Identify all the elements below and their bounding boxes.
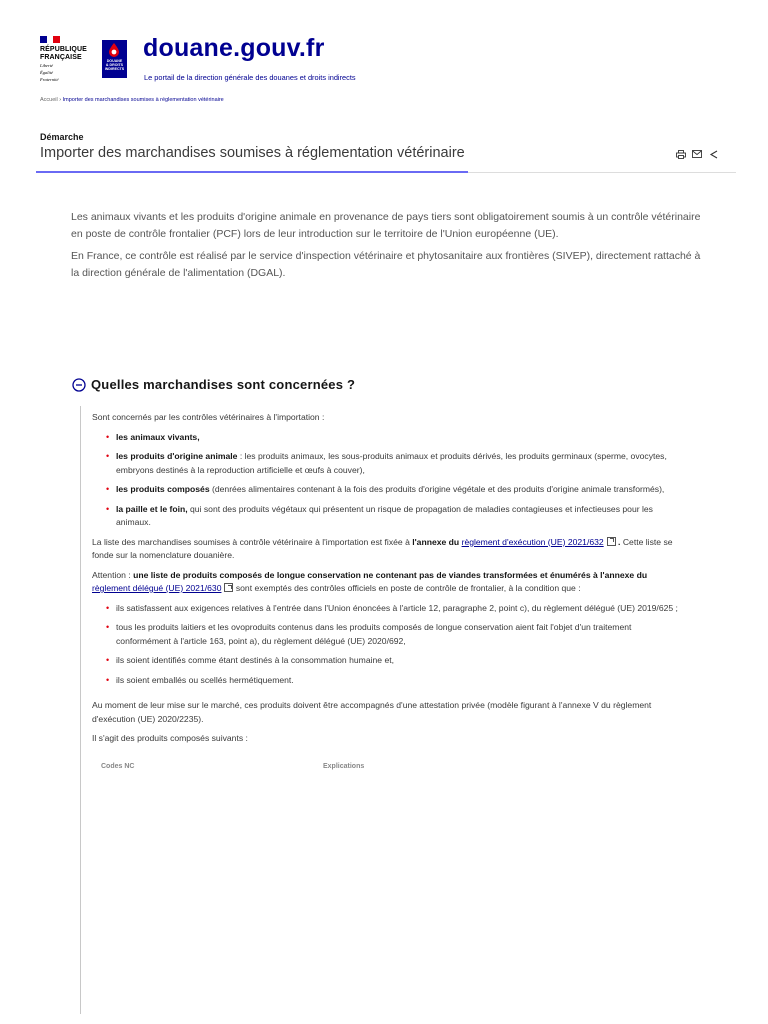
breadcrumb [40, 97, 224, 103]
list-item-bold: les produits composés [116, 484, 210, 494]
intro-section [71, 209, 711, 287]
share-icon[interactable] [708, 149, 718, 159]
bullet-icon: • [106, 622, 110, 632]
bullet-icon: • [106, 451, 110, 461]
reglement-delegue-link[interactable]: règlement délégué (UE) 2021/630 [92, 583, 222, 593]
accordion-title[interactable]: Quelles marchandises sont concernées ? [91, 377, 356, 392]
list-item [92, 654, 686, 668]
devise-egalite: Égalité [40, 70, 53, 75]
list-item-bold: la paille et le foin, [116, 503, 188, 514]
flag-icon [40, 36, 60, 43]
conditions-list [92, 602, 686, 688]
regulation-bold-2: . [615, 536, 621, 547]
print-icon[interactable] [676, 149, 686, 159]
condition-text: ils soient emballés ou scellés hermétiquement. [116, 674, 294, 685]
mail-icon[interactable] [692, 149, 702, 159]
breadcrumb-separator: › [59, 97, 62, 103]
douane-logo-line2: & DROITS [105, 63, 124, 68]
condition-text: tous les produits laitiers et les ovoproduits contenus dans les produits composés de longue conservation aient fait l'objet d'un traitement conformément à l'article 163, point a), du règlement délégué (UE) 2020/692, [116, 622, 632, 646]
attention-text: sont exemptés des contrôles officiels en poste de contrôle de frontalier, à la condition que : [233, 583, 581, 593]
accordion-content [92, 411, 686, 773]
attention-paragraph [92, 569, 686, 596]
republique-francaise-logo[interactable] [40, 36, 92, 90]
site-header [40, 36, 740, 90]
products-table-header [92, 760, 686, 774]
concerned-list [92, 431, 686, 530]
list-item-bold: les animaux vivants, [116, 431, 200, 442]
bullet-icon: • [106, 602, 110, 613]
devise-fraternite: Fraternité [40, 77, 59, 82]
list-item-text: qui sont des produits végétaux qui présentent un risque de propagation de maladies contagieuses et infectieuses pour les animaux. [116, 503, 653, 527]
list-item [92, 674, 686, 688]
list-item [92, 621, 686, 648]
douane-logo-line1: DOUANE [106, 59, 123, 63]
list-item [92, 450, 686, 477]
site-title[interactable]: douane.gouv.fr [143, 34, 325, 62]
douane-logo[interactable] [102, 40, 127, 78]
page-category: Démarche [40, 132, 84, 142]
list-item [92, 431, 686, 445]
intro-paragraph-1: Les animaux vivants et les produits d'origine animale en provenance de pays tiers sont obligatoirement soumis à un contrôle vétérinaire en poste de contrôle frontalier (PCF) lors de leur introduction sur le territoire de l'Union européenne (UE). [71, 211, 701, 240]
concerned-intro: Sont concernés par les contrôles vétérinaires à l'importation : [92, 412, 325, 422]
list-item-text: : les produits animaux, les sous-produits animaux et produits dérivés, les produits germinaux (sperme, ovocytes, embryons destinés à la reproduction artificielle et œufs à couver), [116, 451, 667, 475]
list-item-bold: les produits d'origine animale [116, 451, 238, 461]
condition-text: ils satisfassent aux exigences relatives à l'entrée dans l'Union énoncées à l'article 12, paragraphe 2, point c), du règlement délégué (UE) 2019/625 ; [116, 602, 678, 613]
external-link-icon[interactable] [224, 583, 233, 592]
products-intro: Il s'agit des produits composés suivants : [92, 733, 248, 743]
reglement-execution-link[interactable]: règlement d'exécution (UE) 2021/632 [461, 536, 604, 547]
share-toolbar [676, 149, 718, 159]
republique-line1: RÉPUBLIQUE [40, 46, 87, 53]
douane-logo-line3: INDIRECTS [104, 67, 125, 72]
list-item-text: (denrées alimentaires contenant à la fois des produits d'origine végétale et des produits d'origine animale transformés), [209, 484, 665, 494]
attention-bold: une liste de produits composés de longue conservation ne contenant pas de viandes transformées et énumérés à l'annexe du [133, 569, 648, 580]
column-header-codes-nc: Codes NC [101, 762, 135, 770]
bullet-icon: • [106, 655, 110, 665]
regulation-text-2: Cette liste se fonde sur la nomenclature douanière. [92, 536, 673, 560]
accordion-toggle[interactable] [72, 377, 355, 392]
bullet-icon: • [106, 674, 110, 685]
breadcrumb-current: Importer des marchandises soumises à réglementation vétérinaire [62, 97, 224, 103]
bullet-icon: • [106, 431, 110, 442]
collapse-minus-icon[interactable] [72, 378, 86, 392]
page-title: Importer des marchandises soumises à réglementation vétérinaire [40, 145, 465, 161]
list-item [92, 602, 686, 616]
douane-drop-icon [108, 43, 120, 57]
breadcrumb-home-link[interactable]: Accueil [40, 97, 58, 103]
list-item [92, 503, 686, 530]
accordion-left-border [80, 406, 81, 1014]
bullet-icon: • [106, 503, 110, 514]
regulation-bold-1: l'annexe du [412, 536, 462, 547]
attestation-paragraph: Au moment de leur mise sur le marché, ces produits doivent être accompagnés d'une attestation privée (modèle figurant à l'annexe V du règlement d'exécution (UE) 2020/2235). [92, 700, 652, 724]
condition-text: ils soient identifiés comme étant destinés à la consommation humaine et, [116, 655, 395, 665]
bullet-icon: • [106, 484, 110, 494]
regulation-list-paragraph [92, 536, 686, 563]
column-header-explications: Explications [323, 762, 365, 770]
republique-line2: FRANÇAISE [40, 53, 82, 61]
title-divider-accent [36, 171, 468, 173]
attention-prefix: Attention : [92, 569, 134, 580]
intro-paragraph-2: En France, ce contrôle est réalisé par le service d'inspection vétérinaire et phytosanitaire aux frontières (SIVEP), directement rattaché à la direction générale de l'alimentation (DGAL). [71, 250, 701, 279]
devise-liberte: Liberté [40, 63, 53, 68]
site-tagline: Le portail de la direction générale des douanes et droits indirects [144, 73, 356, 82]
regulation-text-1: La liste des marchandises soumises à contrôle vétérinaire à l'importation est fixée à [92, 536, 413, 547]
external-link-icon[interactable] [607, 537, 616, 546]
list-item [92, 483, 686, 497]
